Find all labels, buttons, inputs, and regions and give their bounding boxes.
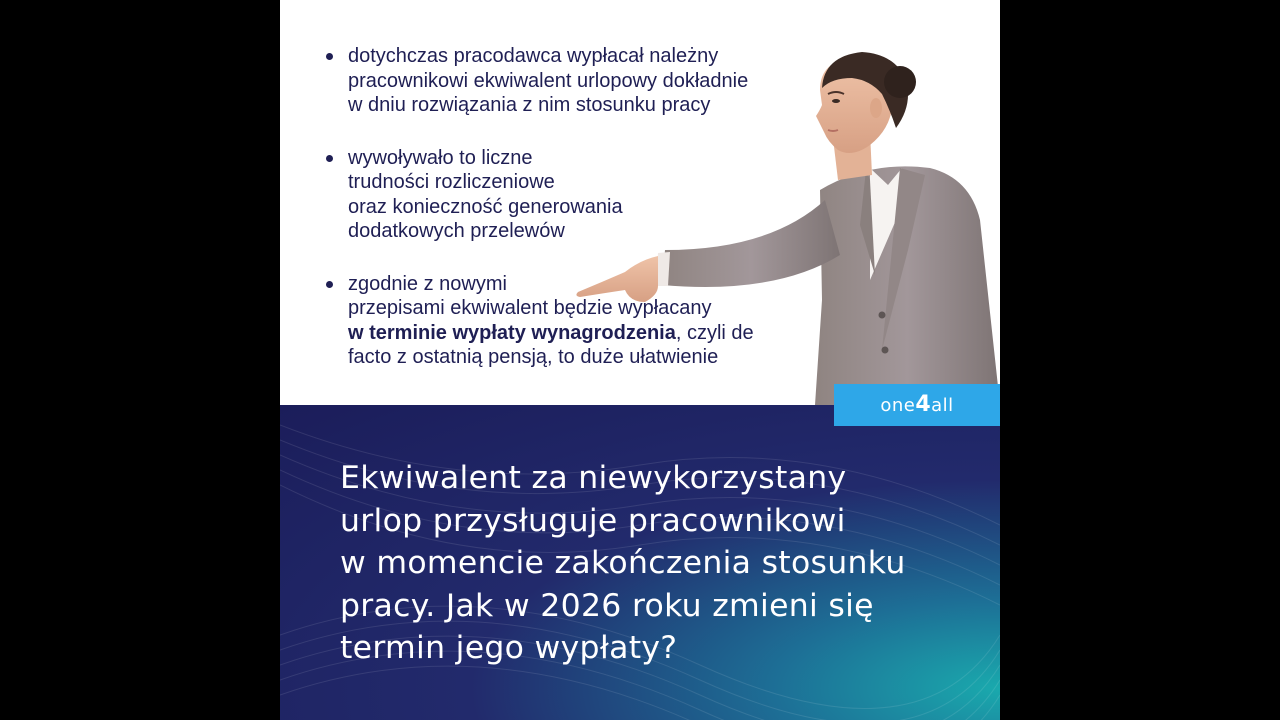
- bullet-bold-text: w terminie wypłaty wynagrodzenia: [348, 321, 676, 344]
- businesswoman-pointing-illustration: [570, 50, 1000, 405]
- bullet-dot-icon: [326, 155, 333, 162]
- headline-text: Ekwiwalent za niewykorzystany urlop przysługuje pracownikowi w momencie zakończenia stosunku pracy. Jak w 2026 roku zmieni się termin jego wypłaty?: [340, 460, 906, 666]
- bullet-dot-icon: [326, 281, 333, 288]
- bullet-dot-icon: [326, 53, 333, 60]
- bullet-text-end: , czyli de facto z ostatnią pensją, to duże ułatwienie: [348, 321, 754, 368]
- logo-suffix: all: [931, 395, 954, 416]
- post-card: [280, 0, 1000, 720]
- bullet-text: dotychczas pracodawca wypłacał należny pracownikowi ekwiwalent urlopowy dokładnie w dniu rozwiązania z nim stosunku pracy: [348, 45, 749, 116]
- bullet-text: wywoływało to liczne trudności rozliczeniowe oraz konieczność generowania dodatkowych przelewów: [348, 146, 623, 242]
- bullet-text-start: zgodnie z nowymi przepisami ekwiwalent będzie wypłacany: [348, 272, 712, 319]
- slide-image: [280, 0, 1000, 405]
- logo-number: 4: [915, 392, 932, 417]
- headline-panel: [280, 405, 1000, 720]
- logo-prefix: one: [880, 395, 916, 416]
- brand-logo: [834, 384, 1000, 426]
